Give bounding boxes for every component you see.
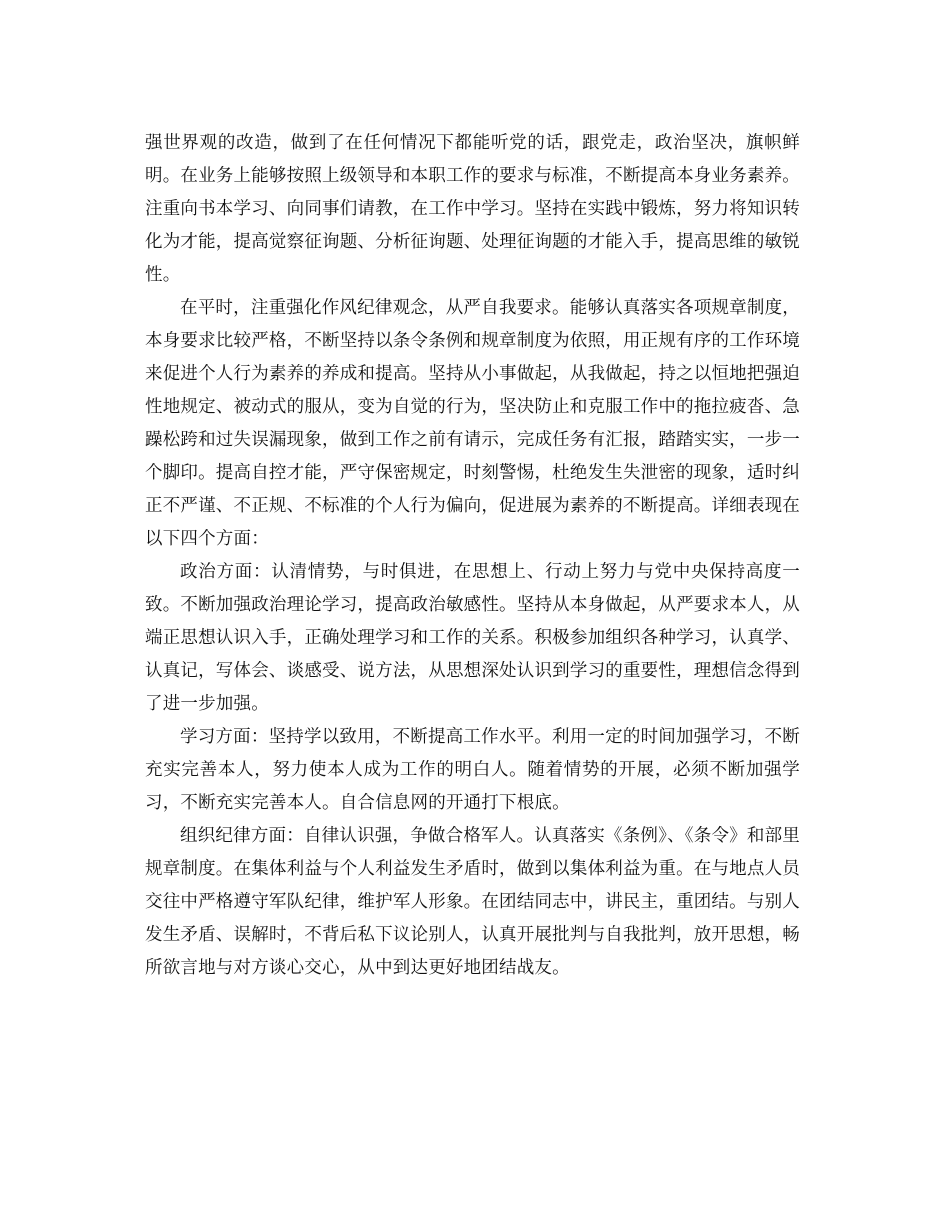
paragraph-3: 政治方面：认清情势，与时俱进，在思想上、行动上努力与党中央保持高度一致。不断加强政治理论学习，提高政治敏感性。坚持从本身做起，从严要求本人，从端正思想认识入手，正确处理学习和工作的关系。积极参加组织各种学习，认真学、认真记，写体会、谈感受、说方法，从思想深处认识到学习的重要性，理想信念得到了进一步加强。 (145, 562, 800, 714)
paragraph-5: 组织纪律方面：自律认识强，争做合格军人。认真落实《条例》、《条令》和部里规章制度。在集体利益与个人利益发生矛盾时，做到以集体利益为重。在与地点人员交往中严格遵守军队纪律，维护军人形象。在团结同志中，讲民主，重团结。与别人发生矛盾、误解时，不背后私下议论别人，认真开展批判与自我批判，放开思想，畅所欲言地与对方谈心交心，从中到达更好地团结战友。 (145, 826, 800, 978)
paragraph-1: 强世界观的改造，做到了在任何情况下都能听党的话，跟党走，政治坚决，旗帜鲜明。在业务上能够按照上级领导和本职工作的要求与标准，不断提高本身业务素养。注重向书本学习、向同事们请教，在工作中学习。坚持在实践中锻炼，努力将知识转化为才能，提高觉察征询题、分析征询题、处理征询题的才能入手，提高思维的敏锐性。 (145, 133, 800, 285)
paragraph-2: 在平时，注重强化作风纪律观念，从严自我要求。能够认真落实各项规章制度，本身要求比较严格，不断坚持以条令条例和规章制度为依照，用正规有序的工作环境来促进个人行为素养的养成和提高。坚持从小事做起，从我做起，持之以恒地把强迫性地规定、被动式的服从，变为自觉的行为，坚决防止和克服工作中的拖拉疲沓、急躁松跨和过失误漏现象，做到工作之前有请示，完成任务有汇报，踏踏实实，一步一个脚印。提高自控才能，严守保密规定，时刻警惕，杜绝发生失泄密的现象，适时纠正不严谨、不正规、不标准的个人行为偏向，促进展为素养的不断提高。详细表现在以下四个方面： (145, 298, 800, 549)
paragraph-4: 学习方面：坚持学以致用，不断提高工作水平。利用一定的时间加强学习，不断充实完善本人，努力使本人成为工作的明白人。随着情势的开展，必须不断加强学习，不断充实完善本人。自合信息网的开通打下根底。 (145, 727, 800, 813)
